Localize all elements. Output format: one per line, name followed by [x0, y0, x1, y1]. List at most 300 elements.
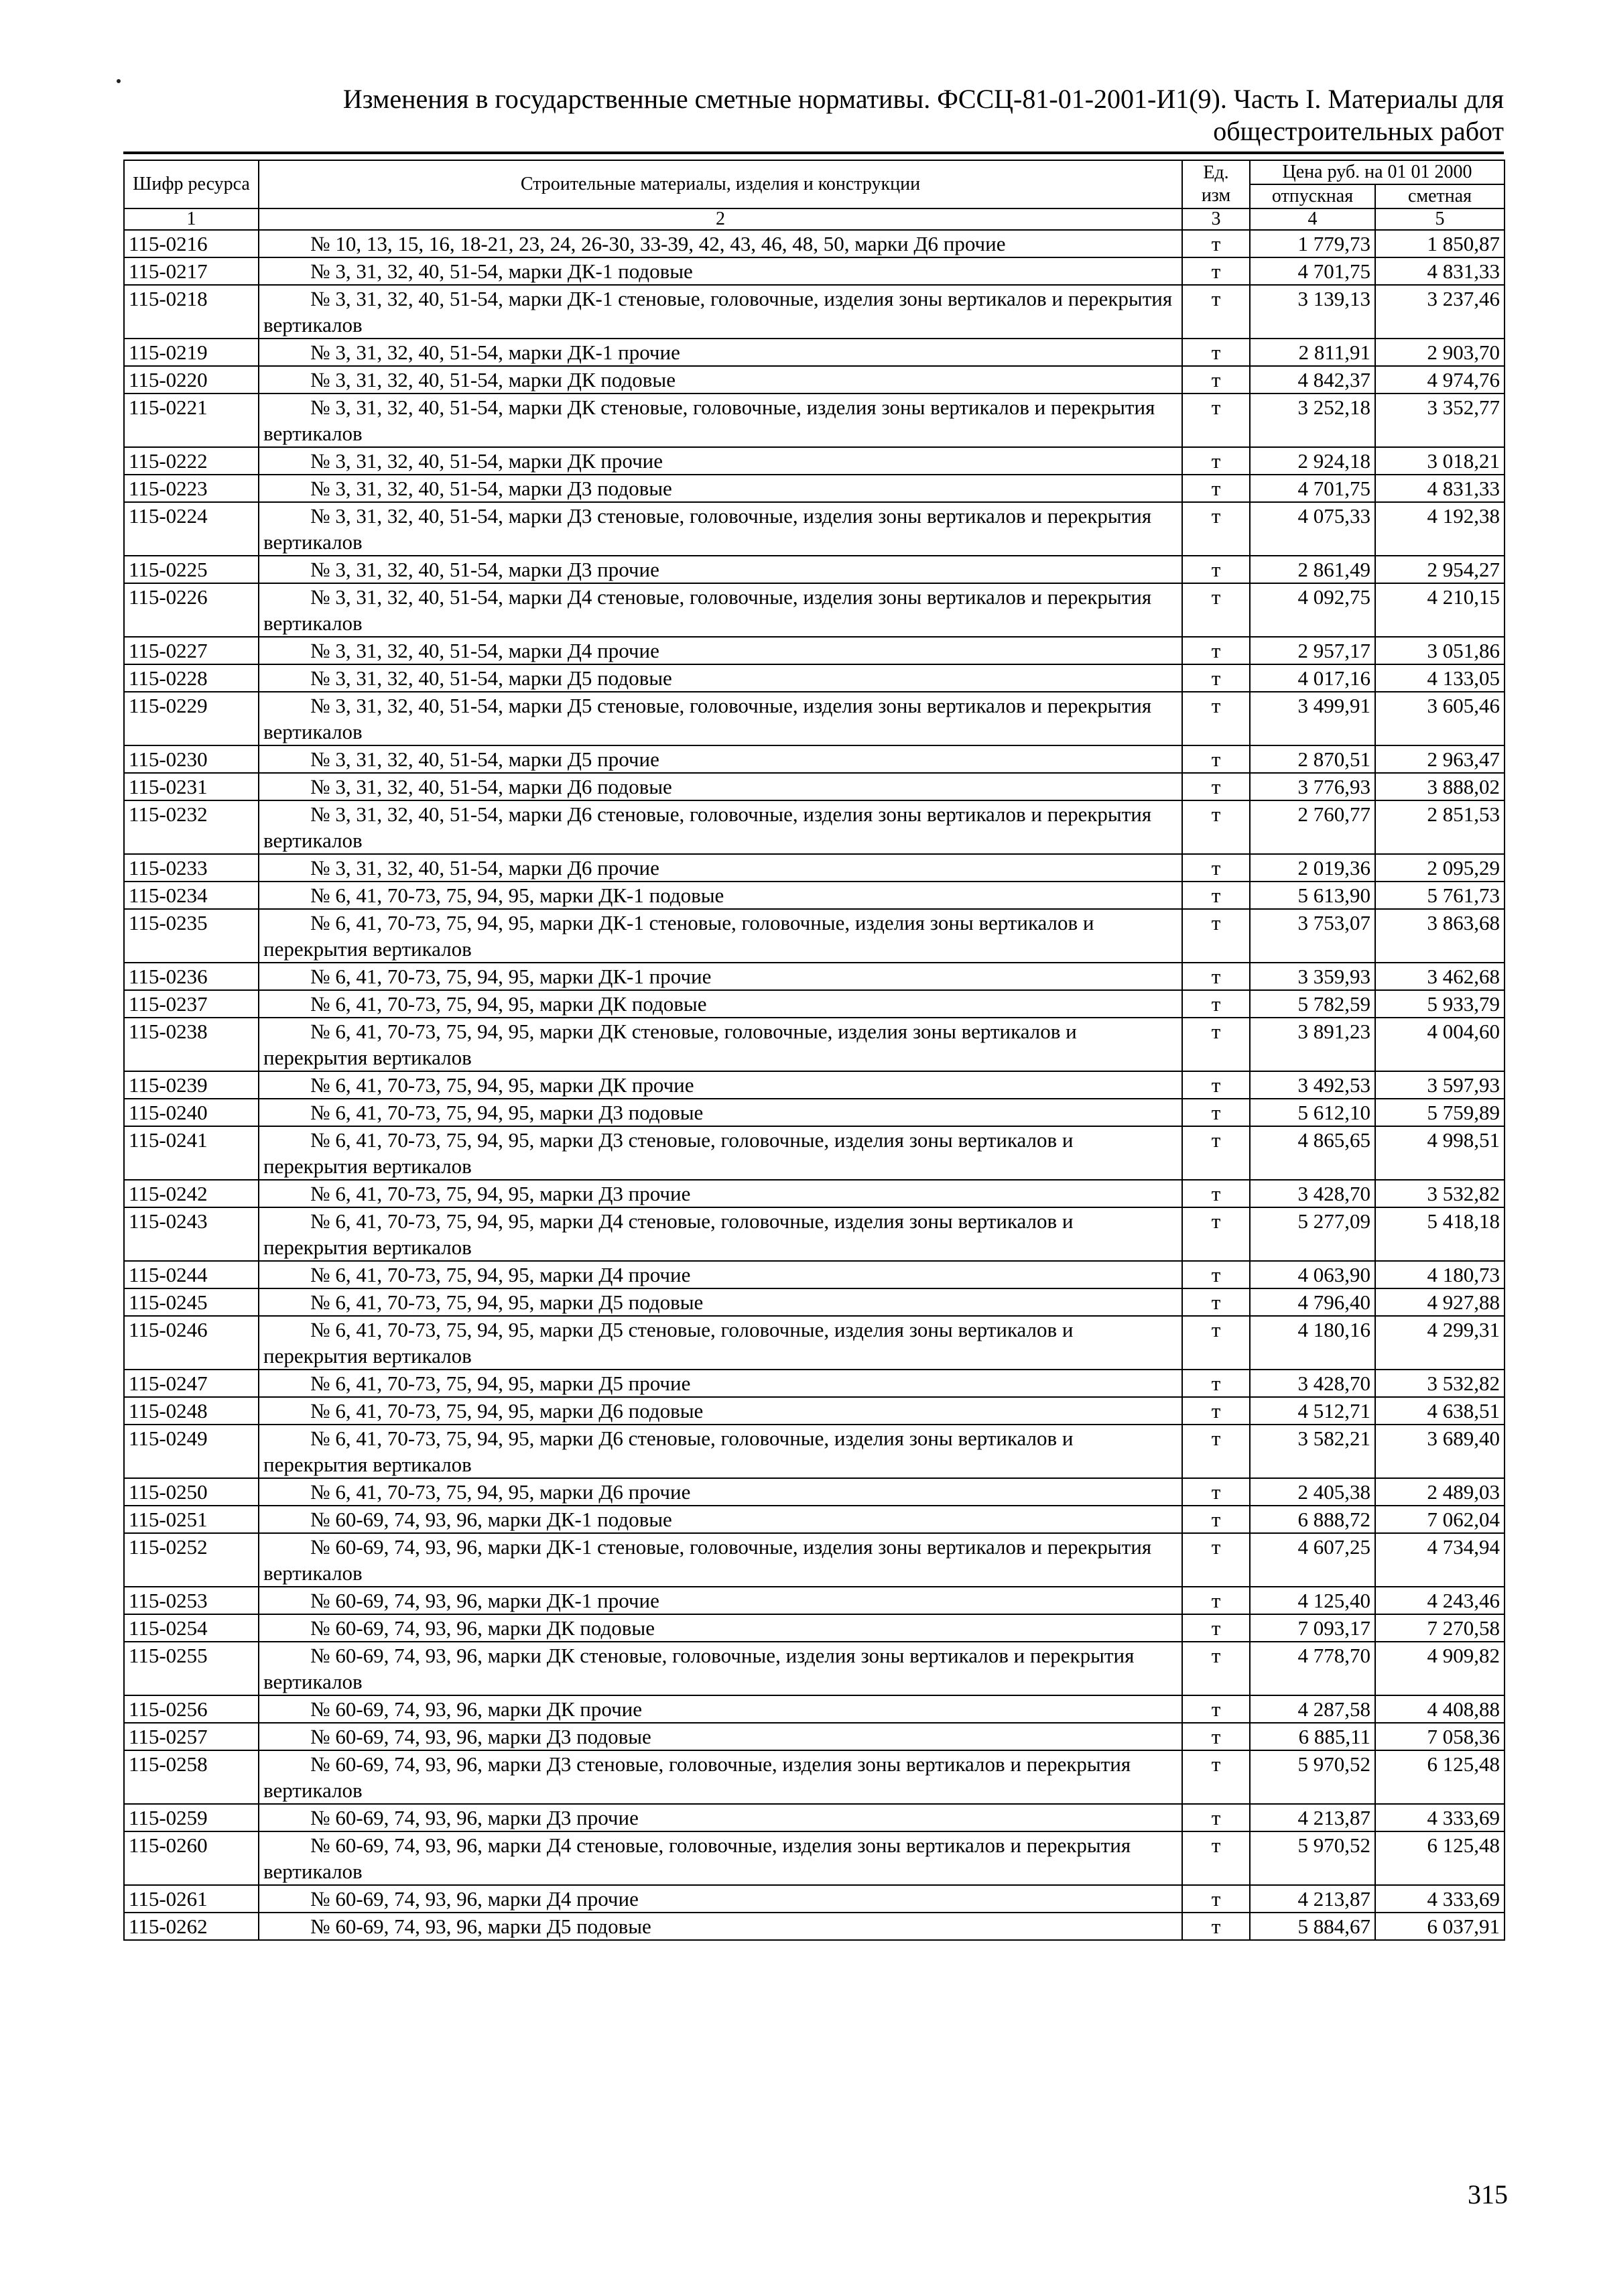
unit-cell: т	[1182, 1614, 1250, 1642]
table-row	[124, 1071, 1505, 1099]
resource-code: 115-0237	[124, 990, 259, 1018]
estimate-price-cell: 4 333,69	[1375, 1804, 1505, 1831]
estimate-price-cell: 3 689,40	[1375, 1425, 1505, 1478]
estimate-price-cell: 4 133,05	[1375, 664, 1505, 692]
material-description: № 6, 41, 70-73, 75, 94, 95, марки ДК-1 прочие	[259, 963, 1182, 990]
resource-code: 115-0234	[124, 882, 259, 909]
unit-cell: т	[1182, 1804, 1250, 1831]
table-row	[124, 475, 1505, 502]
release-price-cell: 2 405,38	[1250, 1478, 1375, 1506]
material-description: № 6, 41, 70-73, 75, 94, 95, марки Д3 прочие	[259, 1180, 1182, 1207]
resource-code: 115-0260	[124, 1831, 259, 1885]
release-price-cell: 5 970,52	[1250, 1750, 1375, 1804]
header-rule	[123, 152, 1504, 154]
material-description: № 6, 41, 70-73, 75, 94, 95, марки ДК прочие	[259, 1071, 1182, 1099]
material-description: № 6, 41, 70-73, 75, 94, 95, марки Д4 стеновые, головочные, изделия зоны вертикалов и перекрытия вертикалов	[259, 1207, 1182, 1261]
release-price-cell: 4 213,87	[1250, 1804, 1375, 1831]
unit-cell: т	[1182, 1099, 1250, 1126]
table-row	[124, 773, 1505, 800]
estimate-price-cell: 4 831,33	[1375, 475, 1505, 502]
resource-code: 115-0225	[124, 556, 259, 583]
table-row	[124, 1831, 1505, 1885]
material-description: № 3, 31, 32, 40, 51-54, марки Д4 стеновые, головочные, изделия зоны вертикалов и перекрытия вертикалов	[259, 583, 1182, 637]
unit-cell: т	[1182, 1723, 1250, 1750]
release-price-cell: 3 428,70	[1250, 1180, 1375, 1207]
release-price-cell: 3 776,93	[1250, 773, 1375, 800]
estimate-price-cell: 3 532,82	[1375, 1180, 1505, 1207]
material-description: № 3, 31, 32, 40, 51-54, марки ДК подовые	[259, 366, 1182, 394]
estimate-price-cell: 3 532,82	[1375, 1370, 1505, 1397]
unit-cell: т	[1182, 1425, 1250, 1478]
estimate-price-cell: 1 850,87	[1375, 230, 1505, 257]
release-price-cell: 6 885,11	[1250, 1723, 1375, 1750]
resource-code: 115-0239	[124, 1071, 259, 1099]
table-row	[124, 1261, 1505, 1288]
unit-cell: т	[1182, 1261, 1250, 1288]
unit-cell: т	[1182, 1071, 1250, 1099]
material-description: № 60-69, 74, 93, 96, марки Д5 подовые	[259, 1913, 1182, 1940]
resource-code: 115-0219	[124, 339, 259, 366]
table-row	[124, 394, 1505, 447]
table-row	[124, 1478, 1505, 1506]
material-description: № 6, 41, 70-73, 75, 94, 95, марки Д6 прочие	[259, 1478, 1182, 1506]
estimate-price-cell: 4 243,46	[1375, 1587, 1505, 1614]
unit-cell: т	[1182, 1533, 1250, 1587]
header-line-1: Изменения в государственные сметные нормативы. ФССЦ-81-01-2001-И1(9). Часть I. Материалы для	[342, 84, 1504, 114]
unit-cell: т	[1182, 854, 1250, 882]
estimate-price-cell: 4 333,69	[1375, 1885, 1505, 1913]
unit-cell: т	[1182, 447, 1250, 475]
table-row	[124, 1642, 1505, 1695]
unit-cell: т	[1182, 1831, 1250, 1885]
resource-code: 115-0216	[124, 230, 259, 257]
resource-code: 115-0238	[124, 1018, 259, 1071]
estimate-price-cell: 3 352,77	[1375, 394, 1505, 447]
material-description: № 6, 41, 70-73, 75, 94, 95, марки ДК-1 подовые	[259, 882, 1182, 909]
resource-code: 115-0231	[124, 773, 259, 800]
resource-code: 115-0221	[124, 394, 259, 447]
release-price-cell: 3 252,18	[1250, 394, 1375, 447]
scan-speck	[117, 79, 121, 83]
resource-code: 115-0257	[124, 1723, 259, 1750]
estimate-price-cell: 2 963,47	[1375, 745, 1505, 773]
unit-cell: т	[1182, 1506, 1250, 1533]
release-price-cell: 4 778,70	[1250, 1642, 1375, 1695]
header-name: Строительные материалы, изделия и конструкции	[259, 160, 1182, 208]
table-row	[124, 366, 1505, 394]
release-price-cell: 4 180,16	[1250, 1316, 1375, 1370]
release-price-cell: 2 019,36	[1250, 854, 1375, 882]
resource-code: 115-0236	[124, 963, 259, 990]
table-row	[124, 1099, 1505, 1126]
table-row	[124, 1370, 1505, 1397]
table-row	[124, 447, 1505, 475]
unit-cell: т	[1182, 366, 1250, 394]
estimate-price-cell: 3 605,46	[1375, 692, 1505, 745]
estimate-price-cell: 3 237,46	[1375, 285, 1505, 339]
estimate-price-cell: 5 761,73	[1375, 882, 1505, 909]
release-price-cell: 4 512,71	[1250, 1397, 1375, 1425]
material-description: № 3, 31, 32, 40, 51-54, марки ДК прочие	[259, 447, 1182, 475]
material-description: № 3, 31, 32, 40, 51-54, марки ДК-1 стеновые, головочные, изделия зоны вертикалов и перекрытия вертикалов	[259, 285, 1182, 339]
estimate-price-cell: 3 051,86	[1375, 637, 1505, 664]
header-line-2: общестроительных работ	[1213, 116, 1504, 146]
release-price-cell: 5 613,90	[1250, 882, 1375, 909]
page-number: 315	[1468, 2179, 1508, 2210]
material-description: № 60-69, 74, 93, 96, марки Д3 прочие	[259, 1804, 1182, 1831]
material-description: № 60-69, 74, 93, 96, марки ДК стеновые, головочные, изделия зоны вертикалов и перекрытия вертикалов	[259, 1642, 1182, 1695]
estimate-price-cell: 5 418,18	[1375, 1207, 1505, 1261]
resource-code: 115-0224	[124, 502, 259, 556]
unit-cell: т	[1182, 1207, 1250, 1261]
material-description: № 6, 41, 70-73, 75, 94, 95, марки ДК-1 стеновые, головочные, изделия зоны вертикалов и перекрытия вертикалов	[259, 909, 1182, 963]
estimate-price-cell: 5 759,89	[1375, 1099, 1505, 1126]
release-price-cell: 3 492,53	[1250, 1071, 1375, 1099]
table-row	[124, 909, 1505, 963]
unit-cell: т	[1182, 773, 1250, 800]
unit-cell: т	[1182, 1180, 1250, 1207]
release-price-cell: 3 499,91	[1250, 692, 1375, 745]
material-description: № 3, 31, 32, 40, 51-54, марки ДК стеновые, головочные, изделия зоны вертикалов и перекрытия вертикалов	[259, 394, 1182, 447]
header-price-group: Цена руб. на 01 01 2000	[1250, 160, 1505, 184]
column-number: 2	[259, 208, 1182, 230]
release-price-cell: 3 428,70	[1250, 1370, 1375, 1397]
unit-cell: т	[1182, 882, 1250, 909]
release-price-cell: 2 870,51	[1250, 745, 1375, 773]
estimate-price-cell: 2 095,29	[1375, 854, 1505, 882]
release-price-cell: 5 277,09	[1250, 1207, 1375, 1261]
material-description: № 3, 31, 32, 40, 51-54, марки Д4 прочие	[259, 637, 1182, 664]
release-price-cell: 2 811,91	[1250, 339, 1375, 366]
resource-code: 115-0220	[124, 366, 259, 394]
table-row	[124, 800, 1505, 854]
unit-cell: т	[1182, 745, 1250, 773]
material-description: № 60-69, 74, 93, 96, марки Д3 стеновые, головочные, изделия зоны вертикалов и перекрытия вертикалов	[259, 1750, 1182, 1804]
release-price-cell: 3 582,21	[1250, 1425, 1375, 1478]
unit-cell: т	[1182, 692, 1250, 745]
estimate-price-cell: 4 998,51	[1375, 1126, 1505, 1180]
material-description: № 3, 31, 32, 40, 51-54, марки Д3 прочие	[259, 556, 1182, 583]
table-row	[124, 1126, 1505, 1180]
unit-cell: т	[1182, 990, 1250, 1018]
resource-code: 115-0226	[124, 583, 259, 637]
estimate-price-cell: 3 018,21	[1375, 447, 1505, 475]
resource-code: 115-0233	[124, 854, 259, 882]
release-price-cell: 5 884,67	[1250, 1913, 1375, 1940]
material-description: № 60-69, 74, 93, 96, марки Д3 подовые	[259, 1723, 1182, 1750]
table-row	[124, 1723, 1505, 1750]
estimate-price-cell: 5 933,79	[1375, 990, 1505, 1018]
estimate-price-cell: 4 004,60	[1375, 1018, 1505, 1071]
table-row	[124, 1506, 1505, 1533]
release-price-cell: 2 924,18	[1250, 447, 1375, 475]
material-description: № 6, 41, 70-73, 75, 94, 95, марки Д5 стеновые, головочные, изделия зоны вертикалов и перекрытия вертикалов	[259, 1316, 1182, 1370]
resource-code: 115-0242	[124, 1180, 259, 1207]
resource-code: 115-0252	[124, 1533, 259, 1587]
unit-cell: т	[1182, 230, 1250, 257]
material-description: № 3, 31, 32, 40, 51-54, марки Д6 подовые	[259, 773, 1182, 800]
release-price-cell: 4 125,40	[1250, 1587, 1375, 1614]
resource-code: 115-0250	[124, 1478, 259, 1506]
material-description: № 3, 31, 32, 40, 51-54, марки Д5 прочие	[259, 745, 1182, 773]
unit-cell: т	[1182, 1913, 1250, 1940]
release-price-cell: 4 701,75	[1250, 257, 1375, 285]
table-row	[124, 963, 1505, 990]
material-description: № 3, 31, 32, 40, 51-54, марки Д5 стеновые, головочные, изделия зоны вертикалов и перекрытия вертикалов	[259, 692, 1182, 745]
estimate-price-cell: 2 489,03	[1375, 1478, 1505, 1506]
table-row	[124, 882, 1505, 909]
unit-cell: т	[1182, 1478, 1250, 1506]
estimate-price-cell: 2 851,53	[1375, 800, 1505, 854]
estimate-price-cell: 4 909,82	[1375, 1642, 1505, 1695]
table-row	[124, 583, 1505, 637]
release-price-cell: 4 017,16	[1250, 664, 1375, 692]
unit-cell: т	[1182, 1587, 1250, 1614]
unit-cell: т	[1182, 1288, 1250, 1316]
material-description: № 60-69, 74, 93, 96, марки Д4 прочие	[259, 1885, 1182, 1913]
resource-code: 115-0246	[124, 1316, 259, 1370]
release-price-cell: 4 287,58	[1250, 1695, 1375, 1723]
release-price-cell: 2 861,49	[1250, 556, 1375, 583]
column-number: 1	[124, 208, 259, 230]
resource-code: 115-0228	[124, 664, 259, 692]
unit-cell: т	[1182, 1370, 1250, 1397]
table-row	[124, 556, 1505, 583]
release-price-cell: 4 842,37	[1250, 366, 1375, 394]
unit-cell: т	[1182, 285, 1250, 339]
release-price-cell: 4 607,25	[1250, 1533, 1375, 1587]
estimate-price-cell: 2 903,70	[1375, 339, 1505, 366]
material-description: № 6, 41, 70-73, 75, 94, 95, марки Д6 стеновые, головочные, изделия зоны вертикалов и перекрытия вертикалов	[259, 1425, 1182, 1478]
table-body	[124, 230, 1505, 1940]
resource-code: 115-0217	[124, 257, 259, 285]
resource-code: 115-0258	[124, 1750, 259, 1804]
table-row	[124, 1018, 1505, 1071]
material-description: № 60-69, 74, 93, 96, марки ДК-1 стеновые, головочные, изделия зоны вертикалов и перекрытия вертикалов	[259, 1533, 1182, 1587]
estimate-price-cell: 4 192,38	[1375, 502, 1505, 556]
release-price-cell: 4 075,33	[1250, 502, 1375, 556]
resource-code: 115-0235	[124, 909, 259, 963]
unit-cell: т	[1182, 1126, 1250, 1180]
table-row	[124, 1207, 1505, 1261]
unit-cell: т	[1182, 637, 1250, 664]
unit-cell: т	[1182, 1885, 1250, 1913]
table-row	[124, 1750, 1505, 1804]
estimate-price-cell: 4 299,31	[1375, 1316, 1505, 1370]
unit-cell: т	[1182, 502, 1250, 556]
resource-code: 115-0223	[124, 475, 259, 502]
unit-cell: т	[1182, 475, 1250, 502]
resource-code: 115-0255	[124, 1642, 259, 1695]
resource-code: 115-0251	[124, 1506, 259, 1533]
release-price-cell: 4 213,87	[1250, 1885, 1375, 1913]
material-description: № 60-69, 74, 93, 96, марки ДК-1 подовые	[259, 1506, 1182, 1533]
resource-code: 115-0230	[124, 745, 259, 773]
estimate-price-cell: 4 927,88	[1375, 1288, 1505, 1316]
material-description: № 6, 41, 70-73, 75, 94, 95, марки Д5 прочие	[259, 1370, 1182, 1397]
table-row	[124, 502, 1505, 556]
resource-code: 115-0240	[124, 1099, 259, 1126]
resource-code: 115-0248	[124, 1397, 259, 1425]
estimate-price-cell: 6 125,48	[1375, 1831, 1505, 1885]
release-price-cell: 4 092,75	[1250, 583, 1375, 637]
release-price-cell: 2 957,17	[1250, 637, 1375, 664]
estimate-price-cell: 4 974,76	[1375, 366, 1505, 394]
resource-code: 115-0244	[124, 1261, 259, 1288]
column-number: 3	[1182, 208, 1250, 230]
material-description: № 6, 41, 70-73, 75, 94, 95, марки ДК подовые	[259, 990, 1182, 1018]
unit-cell: т	[1182, 583, 1250, 637]
release-price-cell: 3 359,93	[1250, 963, 1375, 990]
release-price-cell: 1 779,73	[1250, 230, 1375, 257]
material-description: № 3, 31, 32, 40, 51-54, марки ДК-1 прочие	[259, 339, 1182, 366]
release-price-cell: 4 063,90	[1250, 1261, 1375, 1288]
table-row	[124, 745, 1505, 773]
resource-code: 115-0256	[124, 1695, 259, 1723]
resource-code: 115-0249	[124, 1425, 259, 1478]
release-price-cell: 3 753,07	[1250, 909, 1375, 963]
estimate-price-cell: 4 210,15	[1375, 583, 1505, 637]
table-row	[124, 1397, 1505, 1425]
column-number: 4	[1250, 208, 1375, 230]
resource-code: 115-0254	[124, 1614, 259, 1642]
release-price-cell: 4 701,75	[1250, 475, 1375, 502]
resource-code: 115-0262	[124, 1913, 259, 1940]
header-price-release: отпускная	[1250, 184, 1375, 208]
table-row	[124, 637, 1505, 664]
table-row	[124, 990, 1505, 1018]
release-price-cell: 5 782,59	[1250, 990, 1375, 1018]
material-description: № 6, 41, 70-73, 75, 94, 95, марки Д3 стеновые, головочные, изделия зоны вертикалов и перекрытия вертикалов	[259, 1126, 1182, 1180]
header-price-estimate: сметная	[1375, 184, 1505, 208]
resource-code: 115-0243	[124, 1207, 259, 1261]
estimate-price-cell: 3 888,02	[1375, 773, 1505, 800]
resource-code: 115-0261	[124, 1885, 259, 1913]
estimate-price-cell: 3 462,68	[1375, 963, 1505, 990]
estimate-price-cell: 3 597,93	[1375, 1071, 1505, 1099]
column-number: 5	[1375, 208, 1505, 230]
material-description: № 60-69, 74, 93, 96, марки ДК прочие	[259, 1695, 1182, 1723]
resource-code: 115-0253	[124, 1587, 259, 1614]
unit-cell: т	[1182, 664, 1250, 692]
resource-code: 115-0245	[124, 1288, 259, 1316]
material-description: № 3, 31, 32, 40, 51-54, марки Д5 подовые	[259, 664, 1182, 692]
material-description: № 6, 41, 70-73, 75, 94, 95, марки Д3 подовые	[259, 1099, 1182, 1126]
resource-code: 115-0259	[124, 1804, 259, 1831]
resource-code: 115-0218	[124, 285, 259, 339]
materials-price-table	[123, 160, 1505, 1941]
material-description: № 6, 41, 70-73, 75, 94, 95, марки ДК стеновые, головочные, изделия зоны вертикалов и перекрытия вертикалов	[259, 1018, 1182, 1071]
unit-cell: т	[1182, 1695, 1250, 1723]
resource-code: 115-0241	[124, 1126, 259, 1180]
release-price-cell: 6 888,72	[1250, 1506, 1375, 1533]
release-price-cell: 4 865,65	[1250, 1126, 1375, 1180]
estimate-price-cell: 7 058,36	[1375, 1723, 1505, 1750]
release-price-cell: 5 970,52	[1250, 1831, 1375, 1885]
unit-cell: т	[1182, 963, 1250, 990]
header-unit: Ед. изм	[1182, 160, 1250, 208]
estimate-price-cell: 4 408,88	[1375, 1695, 1505, 1723]
unit-cell: т	[1182, 1642, 1250, 1695]
resource-code: 115-0232	[124, 800, 259, 854]
material-description: № 3, 31, 32, 40, 51-54, марки Д6 стеновые, головочные, изделия зоны вертикалов и перекрытия вертикалов	[259, 800, 1182, 854]
resource-code: 115-0222	[124, 447, 259, 475]
table-row	[124, 664, 1505, 692]
material-description: № 6, 41, 70-73, 75, 94, 95, марки Д5 подовые	[259, 1288, 1182, 1316]
unit-cell: т	[1182, 339, 1250, 366]
estimate-price-cell: 7 270,58	[1375, 1614, 1505, 1642]
unit-cell: т	[1182, 800, 1250, 854]
table-row	[124, 1425, 1505, 1478]
table-row	[124, 692, 1505, 745]
release-price-cell: 4 796,40	[1250, 1288, 1375, 1316]
estimate-price-cell: 4 180,73	[1375, 1261, 1505, 1288]
table-row	[124, 230, 1505, 257]
release-price-cell: 3 891,23	[1250, 1018, 1375, 1071]
release-price-cell: 3 139,13	[1250, 285, 1375, 339]
release-price-cell: 5 612,10	[1250, 1099, 1375, 1126]
table-row	[124, 1587, 1505, 1614]
table-row	[124, 1180, 1505, 1207]
estimate-price-cell: 4 638,51	[1375, 1397, 1505, 1425]
material-description: № 60-69, 74, 93, 96, марки Д4 стеновые, головочные, изделия зоны вертикалов и перекрытия вертикалов	[259, 1831, 1182, 1885]
table-row	[124, 1695, 1505, 1723]
material-description: № 3, 31, 32, 40, 51-54, марки Д3 подовые	[259, 475, 1182, 502]
unit-cell: т	[1182, 1018, 1250, 1071]
unit-cell: т	[1182, 1750, 1250, 1804]
resource-code: 115-0247	[124, 1370, 259, 1397]
material-description: № 6, 41, 70-73, 75, 94, 95, марки Д6 подовые	[259, 1397, 1182, 1425]
unit-cell: т	[1182, 556, 1250, 583]
table-row	[124, 1885, 1505, 1913]
estimate-price-cell: 4 734,94	[1375, 1533, 1505, 1587]
resource-code: 115-0227	[124, 637, 259, 664]
table-row	[124, 1614, 1505, 1642]
material-description: № 3, 31, 32, 40, 51-54, марки Д6 прочие	[259, 854, 1182, 882]
material-description: № 10, 13, 15, 16, 18-21, 23, 24, 26-30, 33-39, 42, 43, 46, 48, 50, марки Д6 прочие	[259, 230, 1182, 257]
table-row	[124, 285, 1505, 339]
column-number-row	[124, 208, 1505, 230]
material-description: № 6, 41, 70-73, 75, 94, 95, марки Д4 прочие	[259, 1261, 1182, 1288]
table-row	[124, 1533, 1505, 1587]
estimate-price-cell: 6 037,91	[1375, 1913, 1505, 1940]
release-price-cell: 7 093,17	[1250, 1614, 1375, 1642]
page-header	[123, 83, 1504, 147]
estimate-price-cell: 3 863,68	[1375, 909, 1505, 963]
table-row	[124, 1288, 1505, 1316]
unit-cell: т	[1182, 1316, 1250, 1370]
material-description: № 60-69, 74, 93, 96, марки ДК подовые	[259, 1614, 1182, 1642]
table-row	[124, 854, 1505, 882]
release-price-cell: 2 760,77	[1250, 800, 1375, 854]
header-code: Шифр ресурса	[124, 160, 259, 208]
unit-cell: т	[1182, 394, 1250, 447]
estimate-price-cell: 4 831,33	[1375, 257, 1505, 285]
unit-cell: т	[1182, 1397, 1250, 1425]
table-row	[124, 1913, 1505, 1940]
table-row	[124, 257, 1505, 285]
material-description: № 3, 31, 32, 40, 51-54, марки Д3 стеновые, головочные, изделия зоны вертикалов и перекрытия вертикалов	[259, 502, 1182, 556]
material-description: № 60-69, 74, 93, 96, марки ДК-1 прочие	[259, 1587, 1182, 1614]
table-row	[124, 339, 1505, 366]
estimate-price-cell: 2 954,27	[1375, 556, 1505, 583]
table-row	[124, 1804, 1505, 1831]
estimate-price-cell: 6 125,48	[1375, 1750, 1505, 1804]
resource-code: 115-0229	[124, 692, 259, 745]
unit-cell: т	[1182, 257, 1250, 285]
table-row	[124, 1316, 1505, 1370]
unit-cell: т	[1182, 909, 1250, 963]
